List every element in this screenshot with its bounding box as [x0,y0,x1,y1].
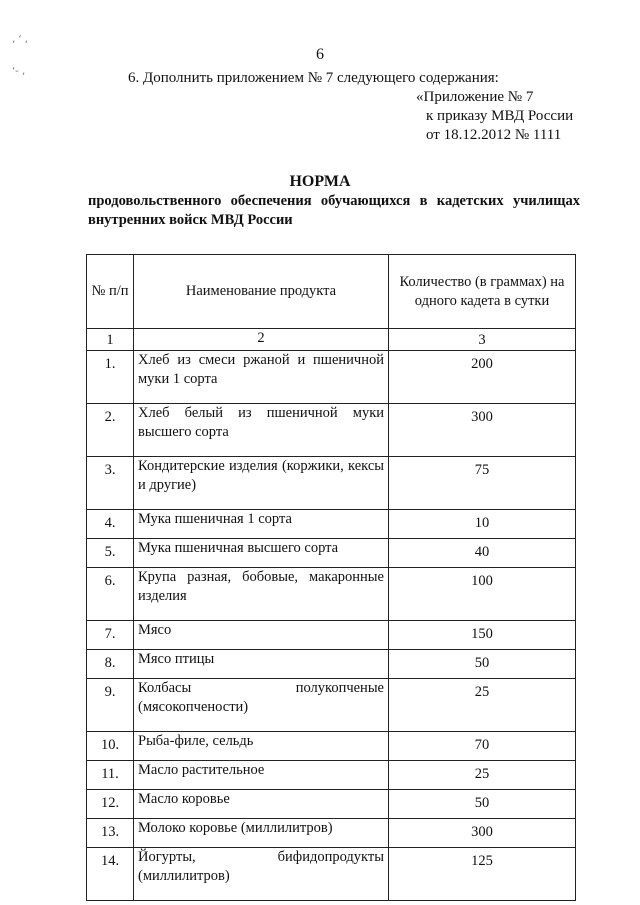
row-product-name: Рыба-филе, сельдь [134,732,389,761]
row-number: 11. [87,761,134,790]
index-cell: 2 [134,329,389,351]
row-number: 5. [87,539,134,568]
table-row [87,457,576,510]
row-number: 3. [87,457,134,510]
row-product-name: Йогурты, бифидопродукты (миллилитров) [134,848,389,901]
header-name: Наименование продукта [134,255,389,329]
row-quantity: 50 [389,650,576,679]
table-index-row [87,329,576,351]
appendix-line-3: от 18.12.2012 № 1111 [426,127,562,143]
row-product-name: Крупа разная, бобовые, макаронные изделия [134,568,389,621]
row-quantity: 40 [389,539,576,568]
table-row [87,404,576,457]
row-product-name: Масло коровье [134,790,389,819]
table-row [87,819,576,848]
row-number: 6. [87,568,134,621]
row-quantity: 70 [389,732,576,761]
row-number: 8. [87,650,134,679]
table-row [87,790,576,819]
row-number: 13. [87,819,134,848]
table-row [87,539,576,568]
index-cell: 3 [389,329,576,351]
scan-margin-mark-top: , ‘ , [12,34,28,45]
table-header-row [87,255,576,329]
row-number: 9. [87,679,134,732]
row-number: 1. [87,351,134,404]
scan-margin-mark-bottom: ‘- , [12,66,26,77]
row-product-name: Масло растительное [134,761,389,790]
row-number: 12. [87,790,134,819]
row-quantity: 50 [389,790,576,819]
intro-text: 6. Дополнить приложением № 7 следующего содержания: [128,70,499,86]
row-quantity: 125 [389,848,576,901]
row-quantity: 300 [389,819,576,848]
row-number: 2. [87,404,134,457]
document-title: НОРМА [289,173,351,190]
table-row [87,848,576,901]
table-row [87,679,576,732]
header-num: № п/п [87,255,134,329]
row-product-name: Хлеб белый из пшеничной муки высшего сорта [134,404,389,457]
row-quantity: 25 [389,679,576,732]
table-row [87,732,576,761]
row-product-name: Молоко коровье (миллилитров) [134,819,389,848]
table-row [87,621,576,650]
header-qty: Количество (в граммах) на одного кадета в сутки [389,255,576,329]
row-quantity: 150 [389,621,576,650]
row-product-name: Мясо [134,621,389,650]
row-product-name: Мука пшеничная 1 сорта [134,510,389,539]
appendix-reference [416,88,573,145]
row-quantity: 10 [389,510,576,539]
row-quantity: 25 [389,761,576,790]
table-row [87,650,576,679]
appendix-line-2: к приказу МВД России [426,108,574,124]
table-row [87,568,576,621]
row-number: 7. [87,621,134,650]
table-row [87,510,576,539]
row-quantity: 75 [389,457,576,510]
row-number: 10. [87,732,134,761]
appendix-line-1: «Приложение № 7 [416,89,534,105]
row-product-name: Кондитерские изделия (коржики, кексы и другие) [134,457,389,510]
row-quantity: 100 [389,568,576,621]
row-number: 4. [87,510,134,539]
norm-table [86,254,576,901]
row-product-name: Колбасы полукопченые (мясокопчености) [134,679,389,732]
document-subtitle: продовольственного обеспечения обучающихся в кадетских училищах внутренних войск МВД России [88,193,580,228]
row-product-name: Мука пшеничная высшего сорта [134,539,389,568]
row-number: 14. [87,848,134,901]
page-number: 6 [316,46,324,63]
table-row [87,351,576,404]
table-row [87,761,576,790]
row-product-name: Мясо птицы [134,650,389,679]
index-cell: 1 [87,329,134,351]
row-quantity: 300 [389,404,576,457]
row-product-name: Хлеб из смеси ржаной и пшеничной муки 1 сорта [134,351,389,404]
row-quantity: 200 [389,351,576,404]
